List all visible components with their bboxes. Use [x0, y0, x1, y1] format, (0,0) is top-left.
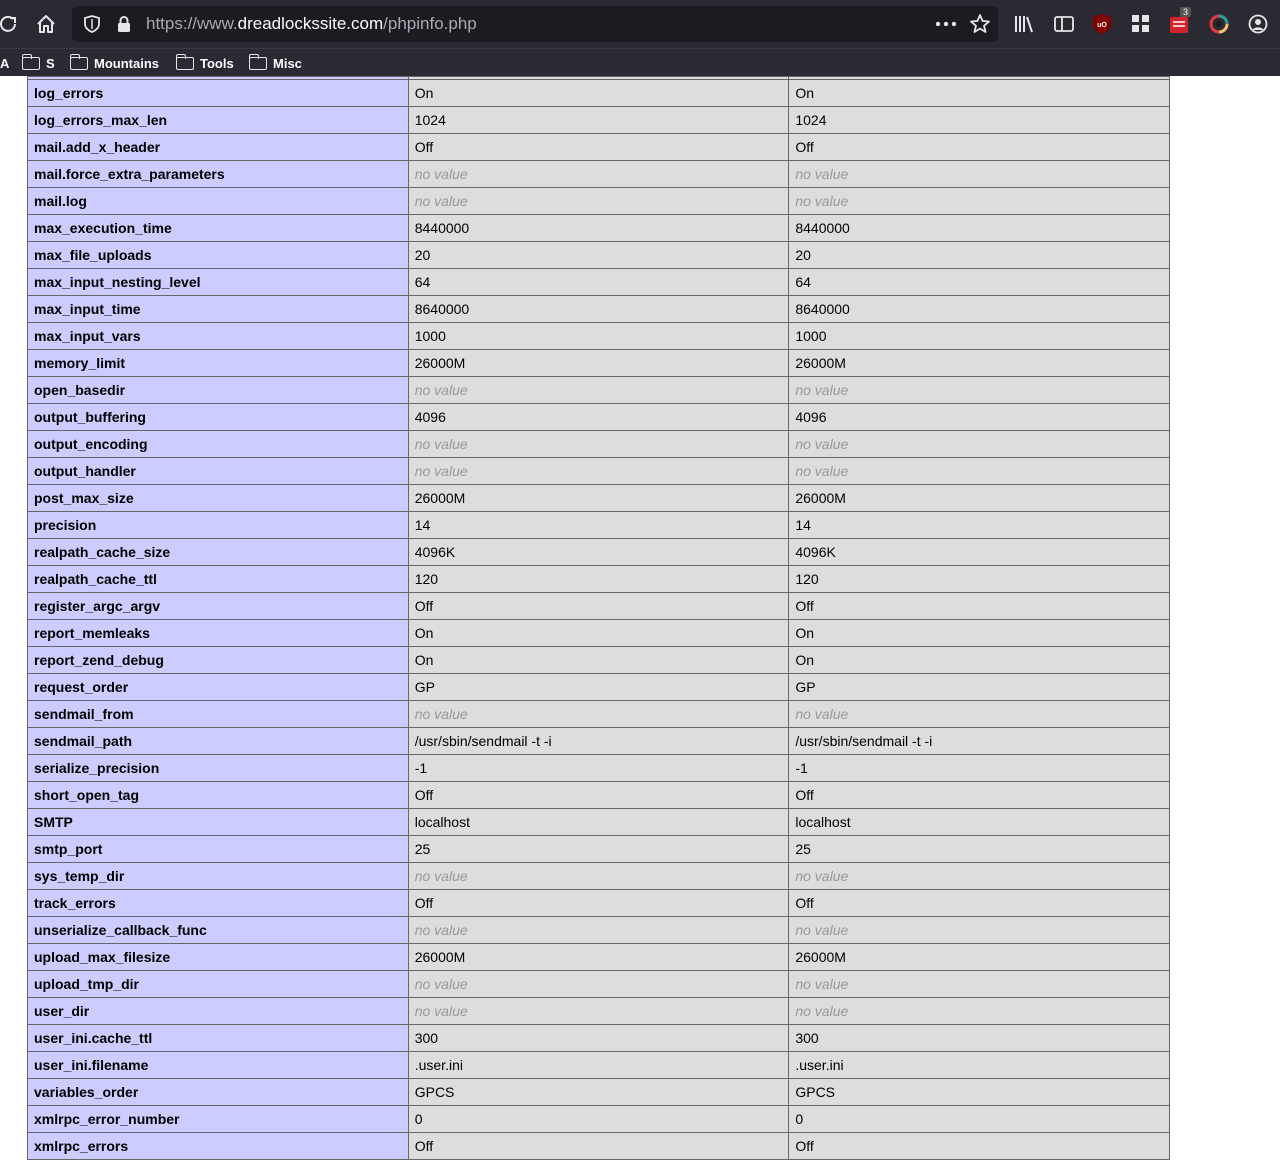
- table-row: [28, 593, 1170, 620]
- local-value-cell: 26000M: [408, 944, 789, 971]
- master-value-cell: localhost: [789, 809, 1170, 836]
- bookmark-folder-s[interactable]: [22, 53, 55, 73]
- master-value-cell: -1: [789, 755, 1170, 782]
- master-value-cell: no value: [789, 701, 1170, 728]
- color-picker-icon[interactable]: [1207, 12, 1231, 36]
- lock-icon[interactable]: [112, 12, 136, 36]
- directive-cell: report_memleaks: [28, 620, 409, 647]
- master-value-cell: 8440000: [789, 215, 1170, 242]
- table-row: [28, 836, 1170, 863]
- local-value-cell: On: [408, 620, 789, 647]
- bookmark-label: Misc: [273, 55, 302, 71]
- local-value-cell: On: [408, 80, 789, 107]
- directive-cell: realpath_cache_ttl: [28, 566, 409, 593]
- directive-cell: xmlrpc_error_number: [28, 1106, 409, 1133]
- table-row: [28, 1079, 1170, 1106]
- directive-cell: max_input_nesting_level: [28, 269, 409, 296]
- directive-cell: request_order: [28, 674, 409, 701]
- table-row: [28, 998, 1170, 1025]
- bookmarks-bar: [0, 48, 1280, 76]
- folder-icon: [22, 57, 40, 70]
- bookmark-label: Tools: [200, 55, 234, 71]
- directive-cell: track_errors: [28, 890, 409, 917]
- notification-badge: 3: [1180, 7, 1191, 17]
- local-value-cell: Off: [408, 593, 789, 620]
- reload-icon[interactable]: [0, 12, 20, 36]
- local-value-cell: 300: [408, 1025, 789, 1052]
- table-row: [28, 917, 1170, 944]
- table-row: [28, 404, 1170, 431]
- master-value-cell: On: [789, 647, 1170, 674]
- local-value-cell: localhost: [408, 809, 789, 836]
- master-value-cell: 64: [789, 269, 1170, 296]
- directive-cell: max_execution_time: [28, 215, 409, 242]
- table-row: [28, 323, 1170, 350]
- url-bar[interactable]: [72, 6, 998, 42]
- local-value-cell: no value: [408, 701, 789, 728]
- bookmark-folder-mountains[interactable]: [70, 53, 159, 73]
- directive-cell: output_encoding: [28, 431, 409, 458]
- master-value-cell: no value: [789, 161, 1170, 188]
- local-value-cell: 4096: [408, 404, 789, 431]
- url-path: /phpinfo.php: [383, 14, 477, 33]
- shield-icon[interactable]: [80, 12, 104, 36]
- folder-icon: [249, 57, 267, 70]
- master-value-cell: Off: [789, 134, 1170, 161]
- table-row: [28, 701, 1170, 728]
- local-value-cell: GPCS: [408, 1079, 789, 1106]
- master-value-cell: no value: [789, 188, 1170, 215]
- table-row: [28, 350, 1170, 377]
- local-value-cell: no value: [408, 377, 789, 404]
- local-value-cell: 8640000: [408, 296, 789, 323]
- directive-cell: realpath_cache_size: [28, 539, 409, 566]
- table-row: [28, 377, 1170, 404]
- local-value-cell: no value: [408, 971, 789, 998]
- master-value-cell: GP: [789, 674, 1170, 701]
- local-value-cell: Off: [408, 782, 789, 809]
- browser-toolbar: [0, 0, 1280, 48]
- master-value-cell: Off: [789, 782, 1170, 809]
- sidebar-icon[interactable]: [1052, 12, 1076, 36]
- local-value-cell: 25: [408, 836, 789, 863]
- ublock-badge: uO: [1097, 22, 1107, 29]
- table-row: [28, 80, 1170, 107]
- directives-table-body: [28, 77, 1170, 1160]
- bookmark-label: S: [46, 55, 55, 71]
- directive-cell: log_errors: [28, 80, 409, 107]
- local-value-cell: /usr/sbin/sendmail -t -i: [408, 728, 789, 755]
- directive-cell: variables_order: [28, 1079, 409, 1106]
- table-row: [28, 809, 1170, 836]
- table-row: [28, 863, 1170, 890]
- table-row: [28, 485, 1170, 512]
- page-content: [0, 76, 1280, 1162]
- table-row: [28, 890, 1170, 917]
- table-row: [28, 458, 1170, 485]
- table-row: [28, 188, 1170, 215]
- master-value-cell: Off: [789, 1133, 1170, 1160]
- table-row: [28, 782, 1170, 809]
- local-value-cell: 120: [408, 566, 789, 593]
- directive-cell: mail.add_x_header: [28, 134, 409, 161]
- master-value-cell: /usr/sbin/sendmail -t -i: [789, 728, 1170, 755]
- master-value-cell: On: [789, 620, 1170, 647]
- local-value-cell: no value: [408, 431, 789, 458]
- master-value-cell: 120: [789, 566, 1170, 593]
- master-value-cell: 26000M: [789, 485, 1170, 512]
- table-row: [28, 944, 1170, 971]
- table-row: [28, 1106, 1170, 1133]
- directive-cell: user_dir: [28, 998, 409, 1025]
- ublock-icon[interactable]: [1090, 12, 1114, 36]
- local-value-cell: no value: [408, 188, 789, 215]
- table-row: [28, 242, 1170, 269]
- table-row: [28, 134, 1170, 161]
- local-value-cell: 14: [408, 512, 789, 539]
- directive-cell: register_argc_argv: [28, 593, 409, 620]
- bookmark-label: A: [0, 55, 10, 71]
- table-row: [28, 107, 1170, 134]
- directive-cell: xmlrpc_errors: [28, 1133, 409, 1160]
- master-value-cell: 14: [789, 512, 1170, 539]
- local-value-cell: 20: [408, 242, 789, 269]
- table-row: [28, 431, 1170, 458]
- directive-cell: upload_tmp_dir: [28, 971, 409, 998]
- master-value-cell: .user.ini: [789, 1052, 1170, 1079]
- local-value-cell: 64: [408, 269, 789, 296]
- table-row: [28, 269, 1170, 296]
- table-row: [28, 296, 1170, 323]
- table-row: [28, 1133, 1170, 1160]
- local-value-cell: .user.ini: [408, 1052, 789, 1079]
- bookmark-folder-tools[interactable]: [176, 53, 234, 73]
- local-value-cell: Off: [408, 890, 789, 917]
- table-row: [28, 1052, 1170, 1079]
- local-value-cell: 26000M: [408, 485, 789, 512]
- master-value-cell: 1024: [789, 107, 1170, 134]
- local-value-cell: 1000: [408, 323, 789, 350]
- directive-cell: short_open_tag: [28, 782, 409, 809]
- directive-cell: smtp_port: [28, 836, 409, 863]
- directive-cell: user_ini.filename: [28, 1052, 409, 1079]
- master-value-cell: 0: [789, 1106, 1170, 1133]
- local-value-cell: no value: [408, 161, 789, 188]
- local-value-cell: On: [408, 647, 789, 674]
- table-row: [28, 620, 1170, 647]
- table-row: [28, 728, 1170, 755]
- master-value-cell: no value: [789, 971, 1170, 998]
- table-row: [28, 215, 1170, 242]
- directive-cell: output_handler: [28, 458, 409, 485]
- local-value-cell: no value: [408, 863, 789, 890]
- folder-icon: [70, 57, 88, 70]
- master-value-cell: 1000: [789, 323, 1170, 350]
- table-row: [28, 755, 1170, 782]
- directive-cell: unserialize_callback_func: [28, 917, 409, 944]
- directive-cell: upload_max_filesize: [28, 944, 409, 971]
- directive-cell: log_errors_max_len: [28, 107, 409, 134]
- table-row: [28, 971, 1170, 998]
- directive-cell: mail.force_extra_parameters: [28, 161, 409, 188]
- master-value-cell: On: [789, 80, 1170, 107]
- local-value-cell: Off: [408, 134, 789, 161]
- directive-cell: report_zend_debug: [28, 647, 409, 674]
- master-value-cell: 4096: [789, 404, 1170, 431]
- master-value-cell: 25: [789, 836, 1170, 863]
- directive-cell: user_ini.cache_ttl: [28, 1025, 409, 1052]
- local-value-cell: GP: [408, 674, 789, 701]
- bookmark-star-icon[interactable]: [968, 12, 992, 36]
- bookmark-folder-misc[interactable]: [249, 53, 302, 73]
- local-value-cell: no value: [408, 458, 789, 485]
- directive-cell: open_basedir: [28, 377, 409, 404]
- local-value-cell: 4096K: [408, 539, 789, 566]
- master-value-cell: no value: [789, 377, 1170, 404]
- master-value-cell: 26000M: [789, 350, 1170, 377]
- local-value-cell: no value: [408, 998, 789, 1025]
- url-text[interactable]: [146, 14, 477, 34]
- local-value-cell: 0: [408, 1106, 789, 1133]
- master-value-cell: Off: [789, 890, 1170, 917]
- master-value-cell: 20: [789, 242, 1170, 269]
- account-icon[interactable]: [1246, 12, 1270, 36]
- directive-cell: sendmail_path: [28, 728, 409, 755]
- directive-cell: max_input_time: [28, 296, 409, 323]
- table-row: [28, 1025, 1170, 1052]
- extensions-grid-icon[interactable]: [1129, 12, 1153, 36]
- master-value-cell: no value: [789, 998, 1170, 1025]
- directives-table: [27, 76, 1170, 1160]
- directive-cell: SMTP: [28, 809, 409, 836]
- local-value-cell: -1: [408, 755, 789, 782]
- master-value-cell: no value: [789, 431, 1170, 458]
- table-row: [28, 539, 1170, 566]
- url-prefix: https://www.: [146, 14, 238, 33]
- master-value-cell: 4096K: [789, 539, 1170, 566]
- table-row: [28, 512, 1170, 539]
- home-icon[interactable]: [34, 12, 58, 36]
- master-value-cell: no value: [789, 458, 1170, 485]
- master-value-cell: no value: [789, 863, 1170, 890]
- bookmark-label: Mountains: [94, 55, 159, 71]
- local-value-cell: no value: [408, 917, 789, 944]
- table-row: [28, 161, 1170, 188]
- table-row: [28, 647, 1170, 674]
- directive-cell: output_buffering: [28, 404, 409, 431]
- directive-cell: memory_limit: [28, 350, 409, 377]
- library-icon[interactable]: [1012, 12, 1036, 36]
- bookmark-a[interactable]: [0, 53, 9, 73]
- directive-cell: post_max_size: [28, 485, 409, 512]
- directive-cell: serialize_precision: [28, 755, 409, 782]
- local-value-cell: Off: [408, 1133, 789, 1160]
- master-value-cell: 300: [789, 1025, 1170, 1052]
- folder-icon: [176, 57, 194, 70]
- master-value-cell: 26000M: [789, 944, 1170, 971]
- master-value-cell: Off: [789, 593, 1170, 620]
- directive-cell: max_input_vars: [28, 323, 409, 350]
- master-value-cell: no value: [789, 917, 1170, 944]
- local-value-cell: 8440000: [408, 215, 789, 242]
- local-value-cell: 26000M: [408, 350, 789, 377]
- directive-cell: sys_temp_dir: [28, 863, 409, 890]
- page-actions-icon[interactable]: [934, 12, 958, 36]
- directive-cell: precision: [28, 512, 409, 539]
- table-row: [28, 674, 1170, 701]
- directive-cell: mail.log: [28, 188, 409, 215]
- table-row: [28, 566, 1170, 593]
- local-value-cell: 1024: [408, 107, 789, 134]
- url-host: dreadlockssite.com: [237, 14, 384, 33]
- master-value-cell: 8640000: [789, 296, 1170, 323]
- directive-cell: sendmail_from: [28, 701, 409, 728]
- directive-cell: max_file_uploads: [28, 242, 409, 269]
- master-value-cell: GPCS: [789, 1079, 1170, 1106]
